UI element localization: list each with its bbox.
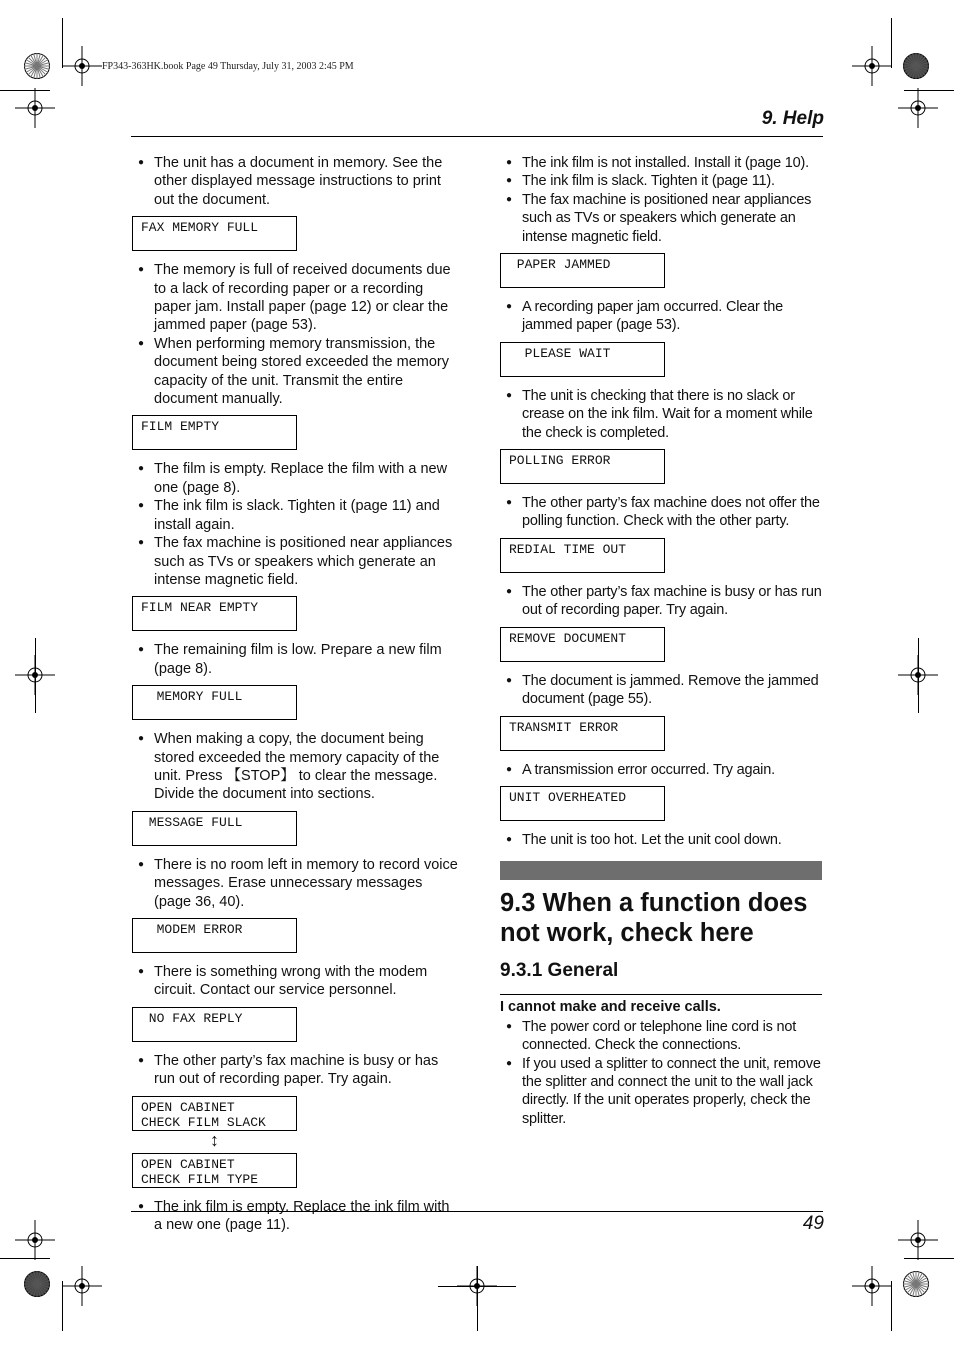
bullet-list bbox=[138, 1052, 458, 1089]
display-message: PAPER JAMMED bbox=[500, 253, 665, 288]
display-message: OPEN CABINET CHECK FILM SLACK bbox=[132, 1096, 297, 1131]
bullet-list bbox=[138, 154, 458, 209]
crosshair-icon bbox=[62, 1266, 102, 1306]
bullet-list bbox=[138, 856, 458, 911]
bullet-list bbox=[138, 460, 458, 589]
list-item: ● There is something wrong with the modem circuit. Contact our service personnel. bbox=[138, 963, 458, 1000]
display-message: NO FAX REPLY bbox=[132, 1007, 297, 1042]
problem-title: I cannot make and receive calls. bbox=[500, 999, 721, 1016]
display-message: FILM EMPTY bbox=[132, 415, 297, 450]
list-item: ● When making a copy, the document being stored exceeded the memory capacity of the unit. Press 【STOP】 to clear the message. Divide the document into sections. bbox=[138, 730, 458, 804]
crosshair-icon bbox=[898, 1220, 938, 1260]
bullet-list bbox=[506, 761, 824, 779]
list-item: ● The unit has a document in memory. See the other displayed message instructions to print out the document. bbox=[138, 154, 458, 209]
list-item: ● The other party’s fax machine does not offer the polling function. Check with the other party. bbox=[506, 494, 824, 531]
display-message: PLEASE WAIT bbox=[500, 342, 665, 377]
list-item: ● A recording paper jam occurred. Clear the jammed paper (page 53). bbox=[506, 298, 824, 335]
list-item: ● The fax machine is positioned near appliances such as TVs or speakers which generate an intense magnetic field. bbox=[506, 191, 824, 246]
crop-line bbox=[477, 1266, 478, 1331]
bullet-list bbox=[506, 387, 824, 442]
display-message: MEMORY FULL bbox=[132, 685, 297, 720]
list-item: ● The ink film is slack. Tighten it (page 11). bbox=[506, 172, 824, 190]
registration-star-icon bbox=[24, 1271, 50, 1297]
list-item: ● There is no room left in memory to record voice messages. Erase unnecessary messages (page 36, 40). bbox=[138, 856, 458, 911]
bullet-list bbox=[138, 261, 458, 408]
bullet-list bbox=[138, 730, 458, 804]
display-message: REMOVE DOCUMENT bbox=[500, 627, 665, 662]
crop-line bbox=[904, 90, 954, 91]
bullet-list bbox=[506, 154, 824, 246]
section-bar bbox=[500, 861, 822, 880]
crop-line bbox=[891, 18, 892, 68]
crop-line bbox=[0, 90, 50, 91]
bullet-list bbox=[138, 641, 458, 678]
list-item: ● The fax machine is positioned near appliances such as TVs or speakers which generate an intense magnetic field. bbox=[138, 534, 458, 589]
print-info-line: FP343-363HK.book Page 49 Thursday, July 31, 2003 2:45 PM bbox=[102, 61, 354, 72]
display-message: MODEM ERROR bbox=[132, 918, 297, 953]
list-item: ● The other party’s fax machine is busy or has run out of recording paper. Try again. bbox=[506, 583, 824, 620]
display-message: UNIT OVERHEATED bbox=[500, 786, 665, 821]
crosshair-icon bbox=[898, 88, 938, 128]
list-item: ● When performing memory transmission, the document being stored exceeded the memory capacity of the unit. Transmit the entire document manually. bbox=[138, 335, 458, 409]
bullet-list bbox=[138, 1198, 458, 1235]
list-item: ● The power cord or telephone line cord is not connected. Check the connections. bbox=[506, 1018, 824, 1055]
display-message: FILM NEAR EMPTY bbox=[132, 596, 297, 631]
crosshair-icon bbox=[62, 46, 102, 86]
display-message: POLLING ERROR bbox=[500, 449, 665, 484]
list-item: ● The unit is checking that there is no slack or crease on the ink film. Wait for a moment while the check is completed. bbox=[506, 387, 824, 442]
bullet-list bbox=[506, 1018, 824, 1128]
crosshair-icon bbox=[852, 46, 892, 86]
display-message: REDIAL TIME OUT bbox=[500, 538, 665, 573]
crop-line bbox=[891, 1281, 892, 1331]
list-item: ● The remaining film is low. Prepare a new film (page 8). bbox=[138, 641, 458, 678]
alternating-arrow-icon: ↕ bbox=[210, 1129, 219, 1150]
display-message: MESSAGE FULL bbox=[132, 811, 297, 846]
bullet-list bbox=[506, 494, 824, 531]
crosshair-icon bbox=[852, 1266, 892, 1306]
crop-line bbox=[62, 18, 63, 68]
header-rule bbox=[131, 136, 823, 137]
crop-line bbox=[0, 1258, 50, 1259]
left-column bbox=[138, 154, 458, 1234]
list-item: ● The ink film is not installed. Install it (page 10). bbox=[506, 154, 824, 172]
bullet-list bbox=[506, 672, 824, 709]
crop-line bbox=[918, 638, 919, 713]
registration-star-icon bbox=[903, 53, 929, 79]
list-item: ● The unit is too hot. Let the unit cool down. bbox=[506, 831, 824, 849]
crosshair-icon bbox=[15, 1220, 55, 1260]
display-message: TRANSMIT ERROR bbox=[500, 716, 665, 751]
bullet-list bbox=[138, 963, 458, 1000]
bullet-list bbox=[506, 831, 824, 849]
crop-line bbox=[904, 1258, 954, 1259]
section-header: 9. Help bbox=[761, 108, 824, 129]
right-column bbox=[500, 154, 824, 1128]
display-message: OPEN CABINET CHECK FILM TYPE bbox=[132, 1153, 297, 1188]
list-item: ● The document is jammed. Remove the jammed document (page 55). bbox=[506, 672, 824, 709]
crop-line bbox=[35, 638, 36, 713]
footer-rule bbox=[131, 1211, 823, 1212]
registration-star-icon bbox=[903, 1271, 929, 1297]
display-message: FAX MEMORY FULL bbox=[132, 216, 297, 251]
page-number: 49 bbox=[802, 1213, 824, 1234]
list-item: ● A transmission error occurred. Try again. bbox=[506, 761, 824, 779]
list-item: ● If you used a splitter to connect the unit, remove the splitter and connect the unit to the wall jack directly. If the unit operates properly, check the splitter. bbox=[506, 1055, 824, 1129]
bullet-list bbox=[506, 583, 824, 620]
subsection-heading: 9.3.1 General bbox=[500, 960, 619, 982]
list-item: ● The memory is full of received documents due to a lack of recording paper or a recording paper jam. Install paper (page 12) or clear the jammed paper (page 53). bbox=[138, 261, 458, 335]
registration-star-icon bbox=[24, 53, 50, 79]
list-item: ● The other party’s fax machine is busy or has run out of recording paper. Try again. bbox=[138, 1052, 458, 1089]
subsection-rule bbox=[500, 994, 822, 995]
list-item: ● The ink film is slack. Tighten it (page 11) and install again. bbox=[138, 497, 458, 534]
section-heading: 9.3 When a function does not work, check here bbox=[500, 889, 808, 948]
bullet-list bbox=[506, 298, 824, 335]
crop-line bbox=[62, 1281, 63, 1331]
list-item: ● The film is empty. Replace the film with a new one (page 8). bbox=[138, 460, 458, 497]
crosshair-icon bbox=[15, 88, 55, 128]
list-item: ● The ink film is empty. Replace the ink film with a new one (page 11). bbox=[138, 1198, 458, 1235]
